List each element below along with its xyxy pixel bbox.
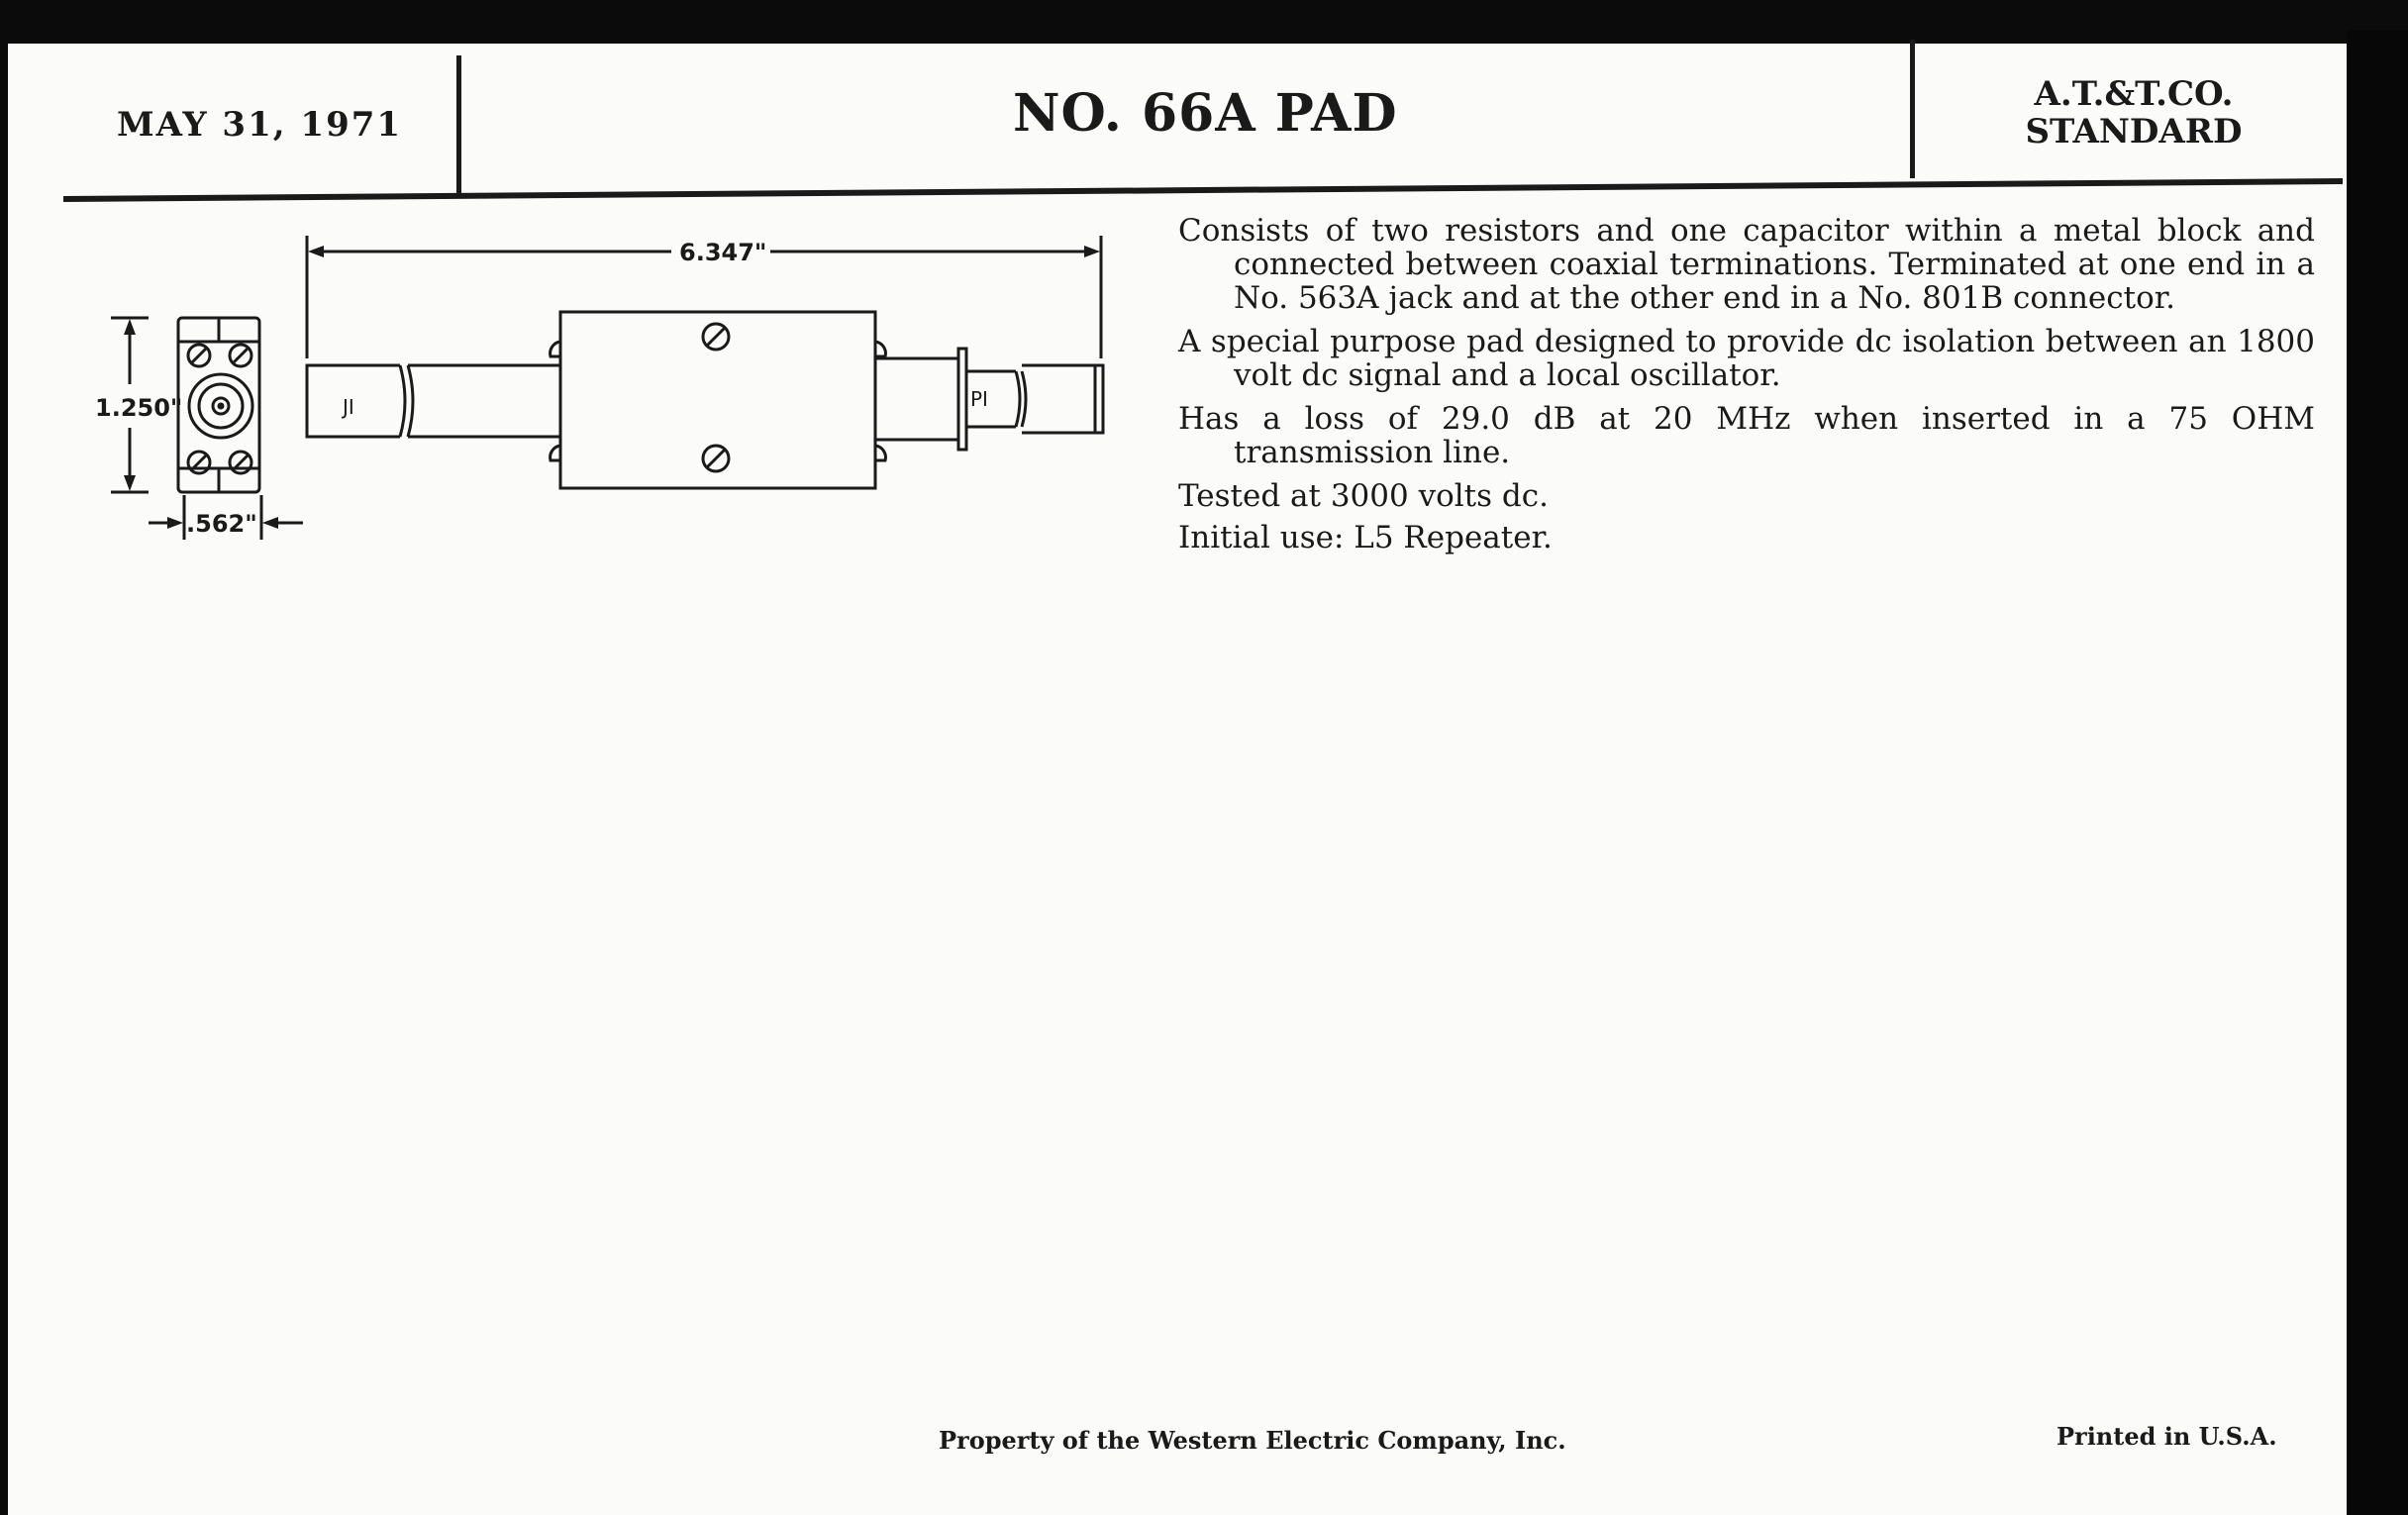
standard-line2: STANDARD [2025, 112, 2243, 152]
description [1178, 214, 2315, 562]
end-view [178, 318, 259, 492]
dim-width-label: .562" [186, 510, 257, 538]
header-date: MAY 31, 1971 [117, 105, 403, 145]
page-title: NO. 66A PAD [1013, 83, 1398, 144]
dim-height-label: 1.250" [95, 394, 183, 422]
description-paragraph: Has a loss of 29.0 dB at 20 MHz when inserted in a 75 OHM transmission line. [1178, 401, 2315, 470]
footer-property: Property of the Western Electric Company, Inc. [939, 1426, 1566, 1455]
description-paragraph: Initial use: L5 Repeater. [1178, 520, 1553, 556]
plug-label: PI [970, 387, 988, 411]
dim-length-label: 6.347" [679, 239, 767, 266]
description-paragraph: Consists of two resistors and one capacitor within a metal block and connected between coaxial terminations. Terminated at one end in a No. 563A jack and at the other end in a No. 801B connector. [1178, 213, 2315, 316]
jack-label: JI [343, 395, 354, 419]
nut-icon [551, 342, 560, 356]
nut-icon [875, 342, 885, 356]
standard-line1: A.T.&T.CO. [2034, 74, 2234, 114]
description-paragraph: A special purpose pad designed to provide dc isolation between an 1800 volt dc signal and a local oscillator. [1178, 324, 2315, 393]
plug-side [875, 349, 1103, 450]
metal-block [551, 312, 886, 488]
description-paragraph: Tested at 3000 volts dc. [1178, 478, 1549, 514]
footer-printed: Printed in U.S.A. [2057, 1422, 2277, 1451]
